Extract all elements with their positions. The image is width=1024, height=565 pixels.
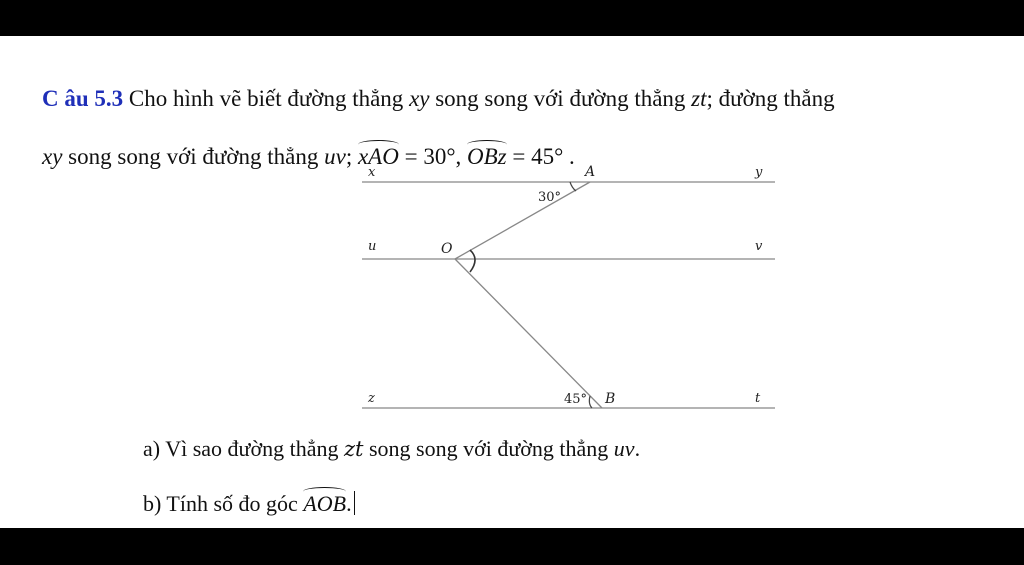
- var-uv: uv: [324, 144, 346, 169]
- label-v: v: [755, 239, 763, 254]
- label-o: O: [441, 241, 453, 257]
- question-b: [143, 491, 355, 517]
- angle-mark-a: [570, 182, 576, 191]
- question-a-var-uv: uv: [613, 436, 635, 461]
- question-b-text: b) Tính số đo góc: [143, 491, 298, 516]
- segment-oa: [455, 182, 590, 259]
- label-u: u: [368, 239, 377, 254]
- separator-1: ;: [345, 144, 353, 169]
- angle-obz: OBz: [467, 144, 507, 169]
- question-a-end: .: [634, 436, 641, 461]
- var-xy-2: xy: [42, 144, 63, 169]
- angle-obz-value: = 45° .: [512, 144, 575, 169]
- angle-xao: xAO: [357, 144, 399, 169]
- problem-label: C âu 5.3: [42, 86, 124, 111]
- problem-text-2: song song với đường thẳng: [435, 86, 686, 111]
- text-cursor: [354, 491, 356, 515]
- problem-text-1: Cho hình vẽ biết đường thẳng: [128, 86, 404, 111]
- question-b-end: .: [346, 491, 352, 516]
- label-x: x: [368, 165, 376, 180]
- problem-text-4: song song với đường thẳng: [68, 144, 319, 169]
- angle-label-30: 30°: [538, 190, 562, 205]
- label-b: B: [605, 391, 616, 407]
- var-xy: xy: [409, 86, 430, 111]
- question-b-angle: AOB: [303, 491, 347, 516]
- document-page: [0, 36, 1024, 528]
- angle-label-45: 45°: [564, 392, 588, 407]
- segment-ob: [455, 259, 602, 408]
- question-a-mid: song song với đường thẳng: [368, 436, 609, 461]
- problem-text-3: ; đường thẳng: [706, 86, 835, 111]
- question-a-var-zt: zt: [343, 437, 364, 461]
- question-a: [143, 436, 640, 462]
- label-y: y: [755, 165, 763, 180]
- angle-xao-value: = 30°: [404, 144, 456, 169]
- label-t: t: [755, 391, 761, 406]
- var-zt: zt: [691, 86, 707, 111]
- label-a: A: [585, 164, 596, 180]
- label-z: z: [368, 391, 375, 406]
- question-a-text: a) Vì sao đường thẳng: [143, 436, 339, 461]
- angle-mark-o: [470, 250, 475, 272]
- separator-2: ,: [455, 144, 462, 169]
